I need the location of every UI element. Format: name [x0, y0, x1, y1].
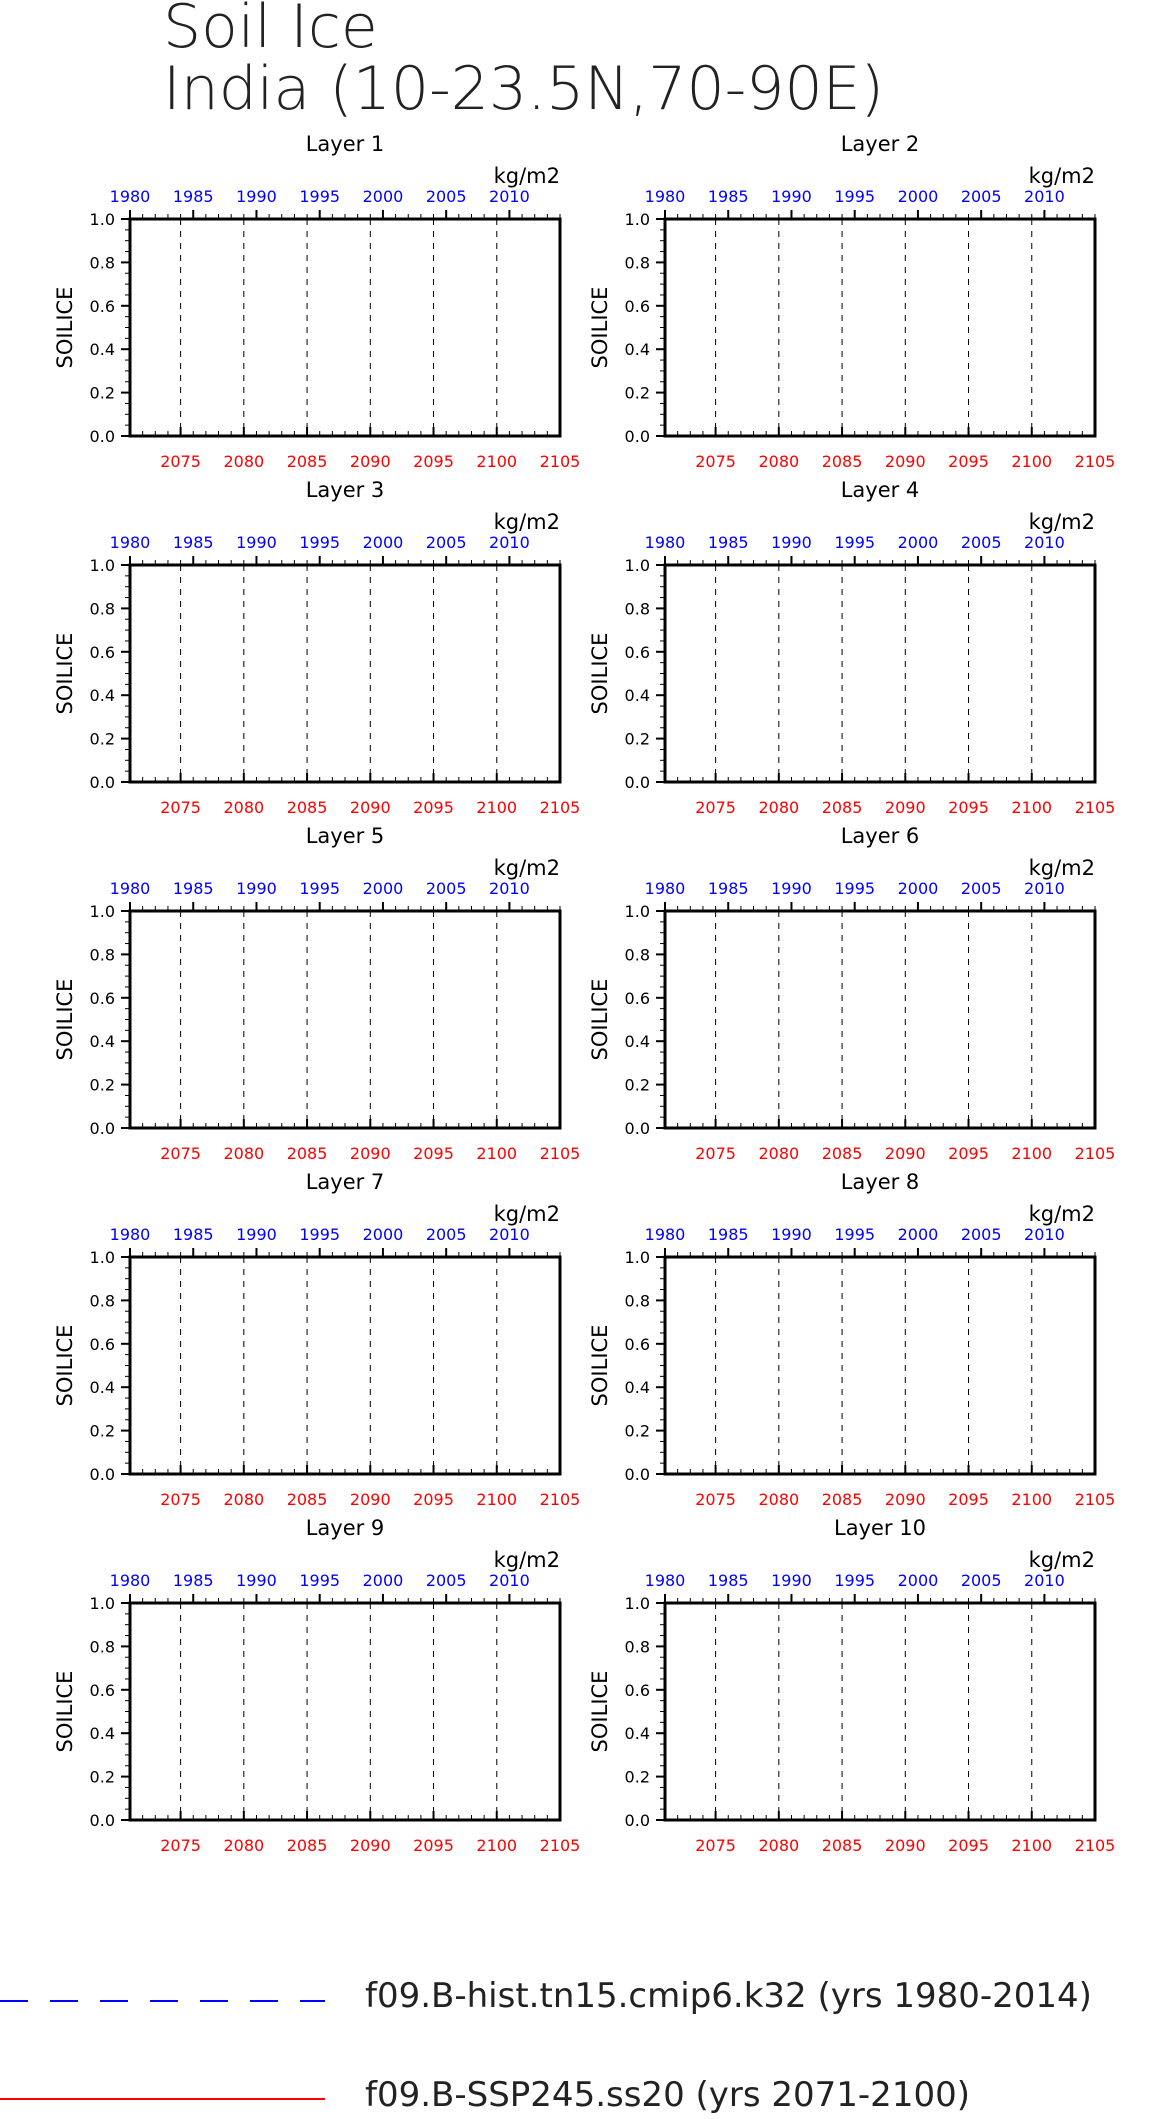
- top-tick-label: 1990: [771, 879, 812, 898]
- y-tick-label: 0.6: [89, 642, 115, 662]
- bottom-tick-label: 2105: [539, 1144, 581, 1163]
- panel-title: Layer 4: [840, 478, 920, 502]
- top-tick-label: 2010: [489, 1571, 530, 1590]
- bottom-tick-label: 2080: [223, 798, 265, 817]
- y-tick-label: 0.8: [624, 599, 650, 619]
- y-axis-label: SOILICE: [588, 632, 612, 715]
- top-tick-label: 1990: [771, 533, 812, 552]
- y-tick-label: 0.8: [624, 945, 650, 965]
- legend: [0, 2001, 325, 2099]
- bottom-tick-label: 2105: [539, 1836, 581, 1855]
- bottom-tick-label: 2095: [413, 452, 454, 471]
- bottom-tick-label: 2085: [821, 452, 863, 471]
- bottom-tick-label: 2100: [1011, 452, 1053, 471]
- top-tick-label: 2005: [425, 187, 467, 206]
- y-tick-label: 0.2: [89, 1421, 115, 1441]
- bottom-tick-label: 2100: [1011, 798, 1053, 817]
- panel-title: Layer 9: [305, 1516, 385, 1540]
- top-tick-label: 2000: [362, 1225, 404, 1244]
- bottom-tick-label: 2090: [349, 798, 391, 817]
- bottom-tick-label: 2100: [476, 1836, 518, 1855]
- bottom-tick-label: 2090: [884, 452, 926, 471]
- top-tick-label: 1980: [109, 1225, 151, 1244]
- units-label: kg/m2: [1028, 164, 1095, 188]
- bottom-tick-label: 2075: [695, 798, 736, 817]
- bottom-tick-label: 2075: [695, 1490, 736, 1509]
- y-tick-label: 0.4: [89, 340, 115, 360]
- top-tick-label: 2000: [362, 879, 404, 898]
- top-tick-label: 1985: [707, 879, 749, 898]
- bottom-tick-label: 2075: [160, 1836, 201, 1855]
- bottom-tick-label: 2075: [160, 1144, 201, 1163]
- top-tick-label: 1985: [172, 879, 214, 898]
- panel-layer-5: [53, 824, 580, 1163]
- y-tick-label: 1.0: [624, 902, 650, 921]
- y-tick-label: 0.4: [89, 686, 115, 706]
- top-tick-label: 2005: [960, 1571, 1002, 1590]
- bottom-tick-label: 2085: [821, 1490, 863, 1509]
- units-label: kg/m2: [1028, 856, 1095, 880]
- bottom-tick-label: 2095: [413, 1836, 454, 1855]
- y-tick-label: 0.8: [624, 1637, 650, 1657]
- bottom-tick-label: 2105: [539, 798, 581, 817]
- bottom-tick-label: 2075: [695, 452, 736, 471]
- units-label: kg/m2: [1028, 1202, 1095, 1226]
- top-tick-label: 1980: [644, 1571, 686, 1590]
- panel-title: Layer 5: [305, 824, 385, 848]
- top-tick-label: 1985: [707, 187, 749, 206]
- y-axis-label: SOILICE: [53, 1324, 77, 1407]
- top-tick-label: 2005: [425, 533, 467, 552]
- y-tick-label: 0.0: [624, 773, 650, 792]
- y-tick-label: 0.4: [624, 686, 650, 706]
- plot-frame: [665, 565, 1095, 782]
- top-tick-label: 1995: [299, 187, 341, 206]
- y-axis-label: SOILICE: [53, 1670, 77, 1753]
- top-tick-label: 2010: [489, 533, 530, 552]
- bottom-tick-label: 2085: [286, 452, 328, 471]
- bottom-tick-label: 2080: [758, 1836, 800, 1855]
- y-tick-label: 1.0: [89, 1594, 115, 1613]
- bottom-tick-label: 2105: [539, 452, 581, 471]
- y-axis-label: SOILICE: [53, 978, 77, 1061]
- bottom-tick-label: 2085: [821, 798, 863, 817]
- top-tick-label: 1995: [299, 533, 341, 552]
- top-tick-label: 1985: [172, 533, 214, 552]
- top-tick-label: 2000: [362, 533, 404, 552]
- y-tick-label: 0.6: [624, 988, 650, 1008]
- panel-layer-7: [53, 1170, 580, 1509]
- bottom-tick-label: 2080: [223, 1144, 265, 1163]
- y-tick-label: 0.8: [89, 945, 115, 965]
- top-tick-label: 1980: [644, 533, 686, 552]
- top-tick-label: 1995: [834, 1225, 876, 1244]
- bottom-tick-label: 2090: [349, 1836, 391, 1855]
- top-tick-label: 2010: [1024, 879, 1065, 898]
- y-tick-label: 0.6: [89, 1334, 115, 1354]
- y-tick-label: 0.6: [89, 988, 115, 1008]
- bottom-tick-label: 2080: [758, 1144, 800, 1163]
- top-tick-label: 1995: [834, 533, 876, 552]
- bottom-tick-label: 2085: [286, 798, 328, 817]
- panel-layer-3: [53, 478, 580, 817]
- y-tick-label: 0.4: [624, 340, 650, 360]
- top-tick-label: 2005: [960, 879, 1002, 898]
- y-tick-label: 0.0: [89, 427, 115, 446]
- y-tick-label: 0.0: [89, 1119, 115, 1138]
- bottom-tick-label: 2100: [476, 798, 518, 817]
- units-label: kg/m2: [493, 856, 560, 880]
- top-tick-label: 1995: [834, 879, 876, 898]
- top-tick-label: 1995: [299, 879, 341, 898]
- top-tick-label: 2005: [960, 1225, 1002, 1244]
- top-tick-label: 1985: [707, 533, 749, 552]
- top-tick-label: 2010: [489, 1225, 530, 1244]
- y-tick-label: 0.8: [89, 599, 115, 619]
- y-tick-label: 1.0: [624, 556, 650, 575]
- y-tick-label: 1.0: [624, 210, 650, 229]
- top-tick-label: 1985: [172, 187, 214, 206]
- y-tick-label: 0.2: [624, 383, 650, 403]
- y-tick-label: 0.2: [89, 1075, 115, 1095]
- y-tick-label: 0.6: [624, 296, 650, 316]
- plot-frame: [130, 1603, 560, 1820]
- y-tick-label: 0.0: [624, 1811, 650, 1830]
- plot-frame: [665, 1257, 1095, 1474]
- y-tick-label: 0.6: [624, 642, 650, 662]
- top-tick-label: 2005: [425, 1225, 467, 1244]
- y-tick-label: 0.0: [89, 1465, 115, 1484]
- y-tick-label: 1.0: [624, 1594, 650, 1613]
- plot-frame: [130, 565, 560, 782]
- bottom-tick-label: 2100: [476, 1490, 518, 1509]
- bottom-tick-label: 2105: [539, 1490, 581, 1509]
- legend-label-ssp: f09.B-SSP245.ss20 (yrs 2071-2100): [365, 2075, 970, 2115]
- bottom-tick-label: 2090: [349, 1490, 391, 1509]
- panel-title: Layer 7: [305, 1170, 385, 1194]
- bottom-tick-label: 2095: [948, 798, 989, 817]
- panel-title: Layer 6: [840, 824, 920, 848]
- y-tick-label: 0.4: [624, 1032, 650, 1052]
- y-axis-label: SOILICE: [588, 1324, 612, 1407]
- bottom-tick-label: 2090: [349, 1144, 391, 1163]
- bottom-tick-label: 2095: [948, 1490, 989, 1509]
- bottom-tick-label: 2075: [160, 452, 201, 471]
- bottom-tick-label: 2080: [758, 452, 800, 471]
- bottom-tick-label: 2090: [884, 1836, 926, 1855]
- top-tick-label: 1995: [834, 187, 876, 206]
- y-tick-label: 0.2: [624, 1767, 650, 1787]
- panel-title: Layer 10: [834, 1516, 926, 1540]
- bottom-tick-label: 2080: [223, 1490, 265, 1509]
- bottom-tick-label: 2095: [948, 452, 989, 471]
- panel-title: Layer 8: [840, 1170, 920, 1194]
- top-tick-label: 1990: [771, 187, 812, 206]
- top-tick-label: 1980: [644, 1225, 686, 1244]
- y-tick-label: 0.8: [89, 1291, 115, 1311]
- y-tick-label: 0.6: [624, 1334, 650, 1354]
- y-tick-label: 0.4: [89, 1032, 115, 1052]
- plot-frame: [665, 1603, 1095, 1820]
- bottom-tick-label: 2075: [160, 1490, 201, 1509]
- top-tick-label: 1985: [707, 1225, 749, 1244]
- bottom-tick-label: 2095: [413, 1144, 454, 1163]
- y-tick-label: 0.2: [624, 729, 650, 749]
- y-axis-label: SOILICE: [53, 632, 77, 715]
- top-tick-label: 1990: [236, 879, 277, 898]
- y-tick-label: 0.8: [89, 253, 115, 273]
- panel-layer-8: [588, 1170, 1115, 1509]
- panel-layer-4: [588, 478, 1115, 817]
- bottom-tick-label: 2100: [476, 1144, 518, 1163]
- y-tick-label: 0.4: [624, 1724, 650, 1744]
- bottom-tick-label: 2095: [948, 1836, 989, 1855]
- panel-layer-10: [588, 1516, 1115, 1855]
- top-tick-label: 2005: [960, 187, 1002, 206]
- bottom-tick-label: 2090: [884, 1490, 926, 1509]
- y-tick-label: 0.4: [624, 1378, 650, 1398]
- bottom-tick-label: 2100: [1011, 1144, 1053, 1163]
- top-tick-label: 1980: [109, 1571, 151, 1590]
- title-line-1: Soil Ice: [163, 0, 378, 62]
- top-tick-label: 1985: [172, 1225, 214, 1244]
- top-tick-label: 1980: [644, 187, 686, 206]
- bottom-tick-label: 2090: [349, 452, 391, 471]
- y-tick-label: 0.6: [89, 1680, 115, 1700]
- panel-title: Layer 1: [305, 132, 385, 156]
- top-tick-label: 1990: [236, 1225, 277, 1244]
- panel-title: Layer 2: [840, 132, 920, 156]
- top-tick-label: 1990: [236, 1571, 277, 1590]
- units-label: kg/m2: [493, 164, 560, 188]
- top-tick-label: 2005: [425, 879, 467, 898]
- y-tick-label: 0.6: [89, 296, 115, 316]
- y-tick-label: 0.4: [89, 1378, 115, 1398]
- plot-frame: [665, 219, 1095, 436]
- top-tick-label: 1995: [299, 1225, 341, 1244]
- top-tick-label: 2010: [1024, 187, 1065, 206]
- y-tick-label: 0.0: [624, 427, 650, 446]
- title-line-2: India (10-23.5N,70-90E): [163, 54, 884, 124]
- bottom-tick-label: 2075: [695, 1836, 736, 1855]
- bottom-tick-label: 2080: [758, 1490, 800, 1509]
- top-tick-label: 2005: [960, 533, 1002, 552]
- y-tick-label: 0.0: [89, 1811, 115, 1830]
- top-tick-label: 2005: [425, 1571, 467, 1590]
- plot-frame: [130, 911, 560, 1128]
- y-tick-label: 1.0: [624, 1248, 650, 1267]
- top-tick-label: 2010: [1024, 533, 1065, 552]
- top-tick-label: 2000: [897, 1571, 939, 1590]
- bottom-tick-label: 2080: [223, 452, 265, 471]
- top-tick-label: 1980: [109, 533, 151, 552]
- bottom-tick-label: 2105: [1074, 1490, 1116, 1509]
- top-tick-label: 2000: [897, 187, 939, 206]
- top-tick-label: 1985: [707, 1571, 749, 1590]
- top-tick-label: 1980: [109, 187, 151, 206]
- y-tick-label: 0.8: [89, 1637, 115, 1657]
- y-tick-label: 0.2: [624, 1075, 650, 1095]
- y-tick-label: 0.8: [624, 1291, 650, 1311]
- top-tick-label: 1990: [236, 533, 277, 552]
- top-tick-label: 2010: [489, 187, 530, 206]
- y-tick-label: 0.8: [624, 253, 650, 273]
- y-tick-label: 1.0: [89, 556, 115, 575]
- bottom-tick-label: 2105: [1074, 452, 1116, 471]
- bottom-tick-label: 2080: [758, 798, 800, 817]
- y-axis-label: SOILICE: [588, 1670, 612, 1753]
- y-tick-label: 0.2: [89, 1767, 115, 1787]
- y-tick-label: 0.0: [89, 773, 115, 792]
- units-label: kg/m2: [493, 1202, 560, 1226]
- y-tick-label: 0.0: [624, 1465, 650, 1484]
- y-tick-label: 0.2: [89, 383, 115, 403]
- y-tick-label: 1.0: [89, 902, 115, 921]
- bottom-tick-label: 2085: [821, 1144, 863, 1163]
- top-tick-label: 2000: [897, 1225, 939, 1244]
- top-tick-label: 1995: [834, 1571, 876, 1590]
- bottom-tick-label: 2075: [160, 798, 201, 817]
- panel-layer-6: [588, 824, 1115, 1163]
- top-tick-label: 2010: [1024, 1225, 1065, 1244]
- y-tick-label: 0.6: [624, 1680, 650, 1700]
- panel-layer-1: [53, 132, 580, 471]
- y-axis-label: SOILICE: [53, 286, 77, 369]
- bottom-tick-label: 2085: [821, 1836, 863, 1855]
- bottom-tick-label: 2095: [413, 798, 454, 817]
- plot-frame: [130, 219, 560, 436]
- y-axis-label: SOILICE: [588, 286, 612, 369]
- bottom-tick-label: 2100: [1011, 1490, 1053, 1509]
- y-tick-label: 0.2: [89, 729, 115, 749]
- y-axis-label: SOILICE: [588, 978, 612, 1061]
- bottom-tick-label: 2095: [413, 1490, 454, 1509]
- top-tick-label: 1990: [236, 187, 277, 206]
- y-tick-label: 0.4: [89, 1724, 115, 1744]
- bottom-tick-label: 2105: [1074, 798, 1116, 817]
- y-tick-label: 1.0: [89, 1248, 115, 1267]
- panel-layer-2: [588, 132, 1115, 471]
- bottom-tick-label: 2095: [948, 1144, 989, 1163]
- top-tick-label: 1990: [771, 1571, 812, 1590]
- top-tick-label: 2000: [897, 533, 939, 552]
- bottom-tick-label: 2105: [1074, 1144, 1116, 1163]
- y-tick-label: 1.0: [89, 210, 115, 229]
- top-tick-label: 2000: [362, 1571, 404, 1590]
- bottom-tick-label: 2075: [695, 1144, 736, 1163]
- units-label: kg/m2: [493, 1548, 560, 1572]
- y-tick-label: 0.2: [624, 1421, 650, 1441]
- units-label: kg/m2: [493, 510, 560, 534]
- top-tick-label: 2000: [897, 879, 939, 898]
- units-label: kg/m2: [1028, 1548, 1095, 1572]
- y-tick-label: 0.0: [624, 1119, 650, 1138]
- top-tick-label: 2010: [1024, 1571, 1065, 1590]
- bottom-tick-label: 2085: [286, 1490, 328, 1509]
- bottom-tick-label: 2100: [1011, 1836, 1053, 1855]
- bottom-tick-label: 2090: [884, 798, 926, 817]
- bottom-tick-label: 2085: [286, 1144, 328, 1163]
- top-tick-label: 1990: [771, 1225, 812, 1244]
- top-tick-label: 2000: [362, 187, 404, 206]
- units-label: kg/m2: [1028, 510, 1095, 534]
- top-tick-label: 1995: [299, 1571, 341, 1590]
- bottom-tick-label: 2090: [884, 1144, 926, 1163]
- legend-label-hist: f09.B-hist.tn15.cmip6.k32 (yrs 1980-2014): [365, 1976, 1092, 2016]
- bottom-tick-label: 2085: [286, 1836, 328, 1855]
- top-tick-label: 1980: [109, 879, 151, 898]
- bottom-tick-label: 2080: [223, 1836, 265, 1855]
- panel-title: Layer 3: [305, 478, 385, 502]
- panel-layer-9: [53, 1516, 580, 1855]
- bottom-tick-label: 2100: [476, 452, 518, 471]
- bottom-tick-label: 2105: [1074, 1836, 1116, 1855]
- plot-frame: [665, 911, 1095, 1128]
- top-tick-label: 2010: [489, 879, 530, 898]
- top-tick-label: 1980: [644, 879, 686, 898]
- plot-frame: [130, 1257, 560, 1474]
- top-tick-label: 1985: [172, 1571, 214, 1590]
